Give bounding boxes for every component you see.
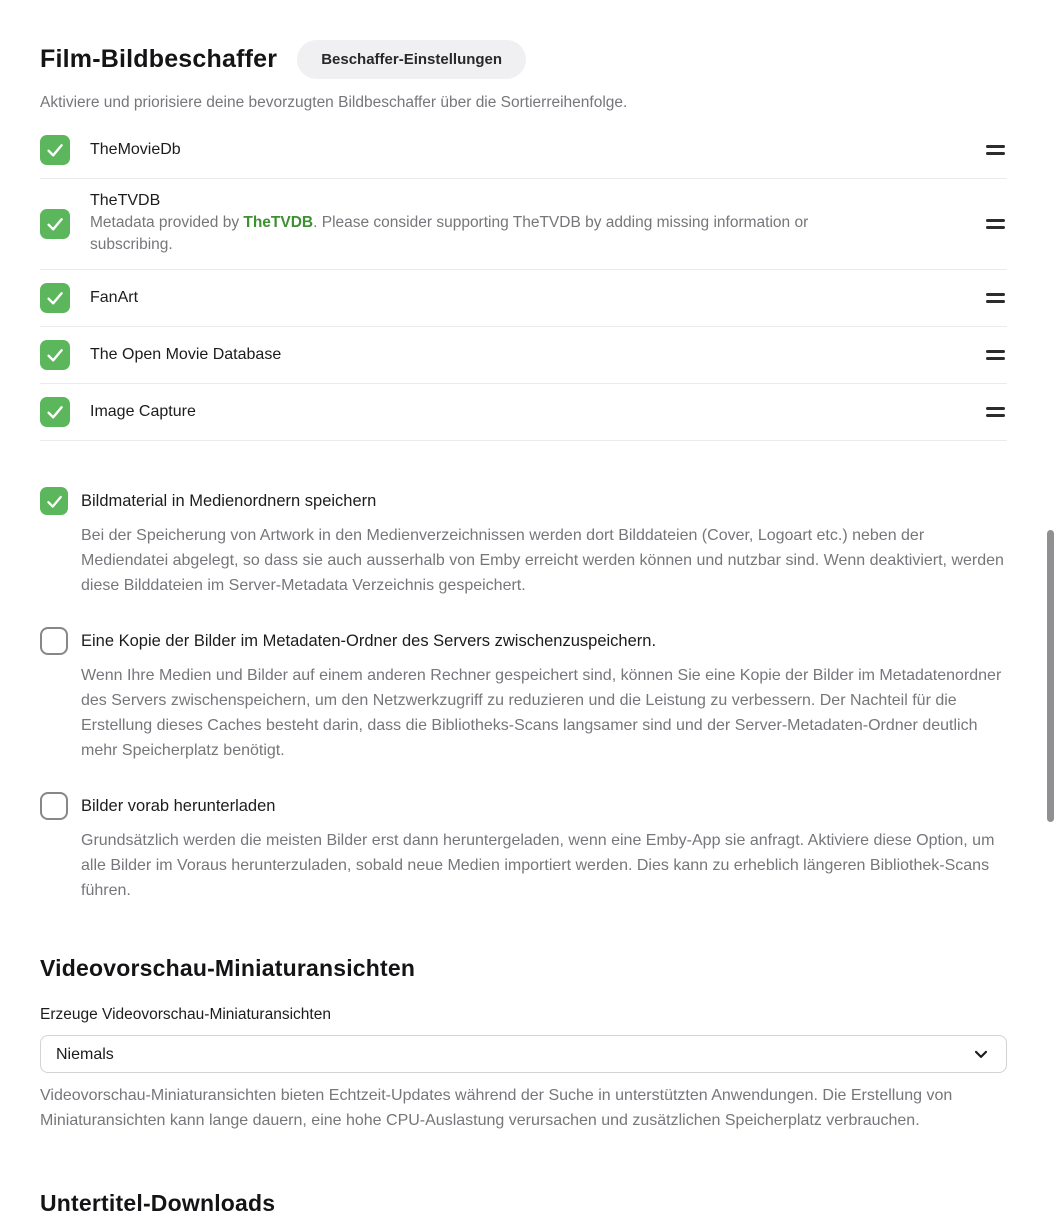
video-thumbnails-select[interactable] xyxy=(40,1035,1007,1073)
drag-handle-bar xyxy=(986,293,1005,296)
option-block xyxy=(40,487,1007,598)
scrollbar-thumb[interactable] xyxy=(1047,530,1054,822)
fetcher-label: TheTVDB xyxy=(90,192,161,209)
drag-handle-bar xyxy=(986,414,1005,417)
option-description: Wenn Ihre Medien und Bilder auf einem anderen Rechner gespeichert sind, können Sie eine Kopie der Bilder im Metadatenordner des Servers zwischenspeichern, um den Netzwerkzugriff zu reduzieren und die Leistung zu verbessern. Der Nachteil für die Erstellung dieses Caches besteht darin, dass die Bibliotheks-Scans langsamer sind und der Server-Metadaten-Ordner deutlich mehr Speicherplatz benötigt. xyxy=(81,667,1002,759)
drag-handle-bar xyxy=(986,145,1005,148)
drag-handle-bar xyxy=(986,226,1005,229)
fetcher-text xyxy=(90,141,181,159)
next-section-heading: Untertitel-Downloads xyxy=(40,1190,276,1216)
drag-handle-icon[interactable] xyxy=(984,139,1007,161)
option-checkbox[interactable] xyxy=(40,627,68,655)
video-thumbnails-select-label: Erzeuge Videovorschau-Miniaturansichten xyxy=(40,1006,331,1023)
drag-handle-bar xyxy=(986,357,1005,360)
drag-handle-bar xyxy=(986,152,1005,155)
option-head xyxy=(40,627,1007,655)
checkmark-icon xyxy=(44,139,66,161)
fetcher-checkbox[interactable] xyxy=(40,397,70,427)
checkmark-icon xyxy=(44,401,66,423)
checkmark-icon xyxy=(44,344,66,366)
option-checkbox[interactable] xyxy=(40,792,68,820)
option-label: Bildmaterial in Medienordnern speichern xyxy=(81,491,377,510)
page-description: Aktiviere und priorisiere deine bevorzugten Bildbeschaffer über die Sortierreihenfolge. xyxy=(40,94,628,111)
video-thumbnails-heading: Videovorschau-Miniaturansichten xyxy=(40,955,416,981)
fetcher-row xyxy=(40,122,1007,179)
fetcher-text xyxy=(90,289,138,307)
fetcher-label: FanArt xyxy=(90,289,139,306)
option-head xyxy=(40,487,1007,515)
fetcher-text xyxy=(90,192,890,256)
fetcher-checkbox[interactable] xyxy=(40,340,70,370)
checkmark-icon xyxy=(44,491,65,512)
fetcher-label: Image Capture xyxy=(90,403,196,420)
drag-handle-bar xyxy=(986,300,1005,303)
page-header xyxy=(40,40,1007,79)
option-checkbox[interactable] xyxy=(40,487,68,515)
fetcher-row xyxy=(40,327,1007,384)
drag-handle-icon[interactable] xyxy=(984,344,1007,366)
drag-handle-bar xyxy=(986,407,1005,410)
video-thumbnails-description: Videovorschau-Miniaturansichten bieten Echtzeit-Updates während der Suche in unterstützten Anwendungen. Die Erstellung von Miniaturansichten kann lange dauern, eine hohe CPU-Auslastung verursachen und zusätzlichen Speicherplatz verbrauchen. xyxy=(40,1087,953,1129)
fetcher-label: The Open Movie Database xyxy=(90,346,282,363)
fetcher-description xyxy=(90,212,890,256)
page-title: Film-Bildbeschaffer xyxy=(40,45,278,73)
drag-handle-icon[interactable] xyxy=(984,287,1007,309)
option-block xyxy=(40,627,1007,763)
video-thumbnails-select-wrap xyxy=(40,1035,1007,1073)
option-description: Bei der Speicherung von Artwork in den Medienverzeichnissen werden dort Bilddateien (Cover, Logoart etc.) neben der Mediendatei abgelegt, so dass sie auch ausserhalb von Emby erreicht werden können und nutzbar sind. Wenn deaktiviert, werden diese Bilddateien im Server-Metadata Verzeichnis gespeichert. xyxy=(81,527,1004,594)
fetcher-row xyxy=(40,270,1007,327)
fetcher-checkbox[interactable] xyxy=(40,283,70,313)
option-block xyxy=(40,792,1007,903)
option-description: Grundsätzlich werden die meisten Bilder erst dann heruntergeladen, wenn eine Emby-App sie anfragt. Aktiviere diese Option, um alle Bilder im Voraus herunterzuladen, sobald neue Medien importiert werden. Dies kann zu erheblich längeren Bibliothek-Scans führen. xyxy=(81,832,995,899)
drag-handle-bar xyxy=(986,350,1005,353)
fetcher-checkbox[interactable] xyxy=(40,209,70,239)
fetcher-description-suffix: . Please consider supporting TheTVDB by adding missing information or subscribing. xyxy=(90,214,809,253)
fetcher-text xyxy=(90,346,281,364)
option-label: Bilder vorab herunterladen xyxy=(81,796,276,815)
fetcher-list xyxy=(40,122,1007,441)
option-head xyxy=(40,792,1007,820)
image-options xyxy=(40,487,1007,903)
fetcher-label: TheMovieDb xyxy=(90,141,181,158)
fetcher-text xyxy=(90,403,196,421)
fetcher-checkbox[interactable] xyxy=(40,135,70,165)
drag-handle-icon[interactable] xyxy=(984,401,1007,423)
fetcher-settings-button[interactable]: Beschaffer-Einstellungen xyxy=(297,40,526,79)
fetcher-link[interactable]: TheTVDB xyxy=(243,214,314,231)
fetcher-description-prefix: Metadata provided by xyxy=(90,214,244,231)
drag-handle-bar xyxy=(986,219,1005,222)
checkmark-icon xyxy=(44,213,66,235)
option-label: Eine Kopie der Bilder im Metadaten-Ordner des Servers zwischenzuspeichern. xyxy=(81,631,657,650)
video-thumbnails-section xyxy=(40,955,1007,1133)
fetcher-row xyxy=(40,179,1007,270)
checkmark-icon xyxy=(44,287,66,309)
drag-handle-icon[interactable] xyxy=(984,213,1007,235)
fetcher-row xyxy=(40,384,1007,441)
